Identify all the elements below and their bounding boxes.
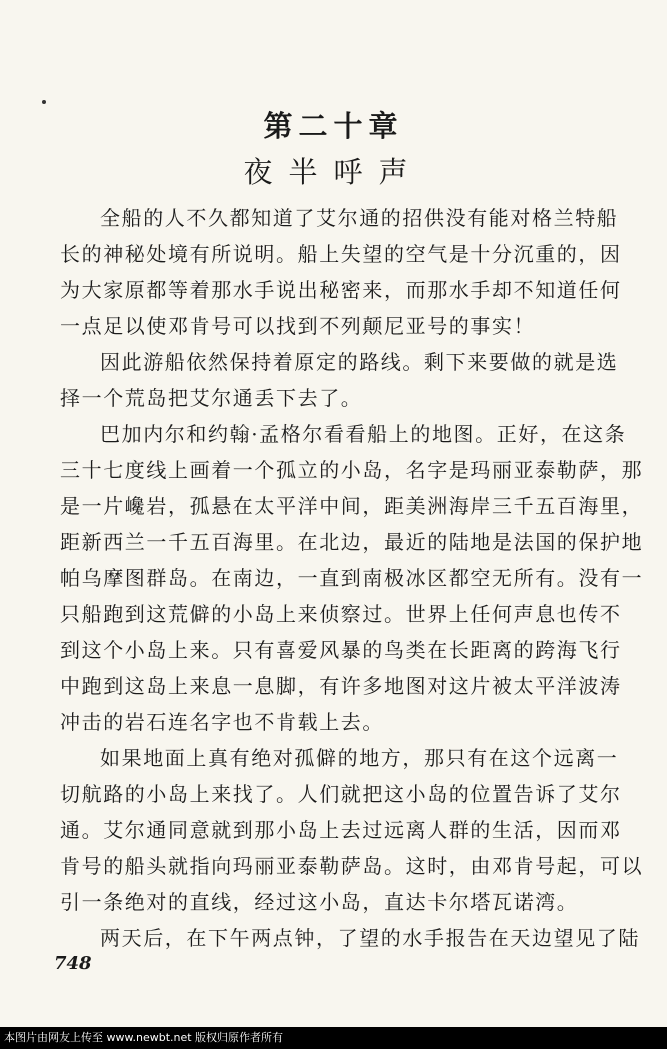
text-line: 引一条绝对的直线，经过这小岛，直达卡尔塔瓦诺湾。 [60, 890, 579, 914]
body-text [60, 200, 660, 956]
text-line: 全船的人不久都知道了艾尔通的招供没有能对格兰特船 [100, 206, 619, 230]
text-line: 因此游船依然保持着原定的路线。剩下来要做的就是选 [100, 350, 619, 374]
text-line: 距新西兰一千五百海里。在北边，最近的陆地是法国的保护地 [60, 530, 644, 554]
text-line: 帕乌摩图群岛。在南边，一直到南极冰区都空无所有。没有一 [60, 566, 644, 590]
text-line: 通。艾尔通同意就到那小岛上去过远离人群的生活，因而邓 [60, 818, 622, 842]
text-line: 冲击的岩石连名字也不肯载上去。 [60, 710, 384, 734]
text-line: 切航路的小岛上来找了。人们就把这小岛的位置告诉了艾尔 [60, 782, 622, 806]
text-line: 两天后，在下午两点钟，了望的水手报告在天边望见了陆 [100, 926, 640, 950]
chapter-number: 第二十章 [263, 109, 404, 143]
page-number: 748 [54, 953, 92, 974]
text-line: 只船跑到这荒僻的小岛上来侦察过。世界上任何声息也传不 [60, 602, 622, 626]
text-line: 是一片巉岩，孤悬在太平洋中间，距美洲海岸三千五百海里， [60, 494, 644, 518]
text-line: 如果地面上真有绝对孤僻的地方，那只有在这个远离一 [100, 746, 619, 770]
text-line: 三十七度线上画着一个孤立的小岛，名字是玛丽亚泰勒萨，那 [60, 458, 644, 482]
text-line: 中跑到这岛上来息一息脚，有许多地图对这片被太平洋波涛 [60, 674, 622, 698]
text-line: 到这个小岛上来。只有喜爱风暴的鸟类在长距离的跨海飞行 [60, 638, 622, 662]
text-line: 巴加内尔和约翰·孟格尔看看船上的地图。正好，在这条 [100, 422, 627, 446]
text-line: 一点足以使邓肯号可以找到不列颠尼亚号的事实！ [60, 314, 536, 338]
text-line: 长的神秘处境有所说明。船上失望的空气是十分沉重的，因 [60, 242, 622, 266]
watermark-footer: 本图片由网友上传至 www.newbt.net 版权归原作者所有 [0, 1027, 667, 1049]
chapter-title: 夜半呼声 [243, 155, 424, 189]
text-line: 择一个荒岛把艾尔通丢下去了。 [60, 386, 363, 410]
text-line: 肯号的船头就指向玛丽亚泰勒萨岛。这时，由邓肯号起，可以 [60, 854, 644, 878]
text-line: 为大家原都等着那水手说出秘密来，而那水手却不知道任何 [60, 278, 622, 302]
